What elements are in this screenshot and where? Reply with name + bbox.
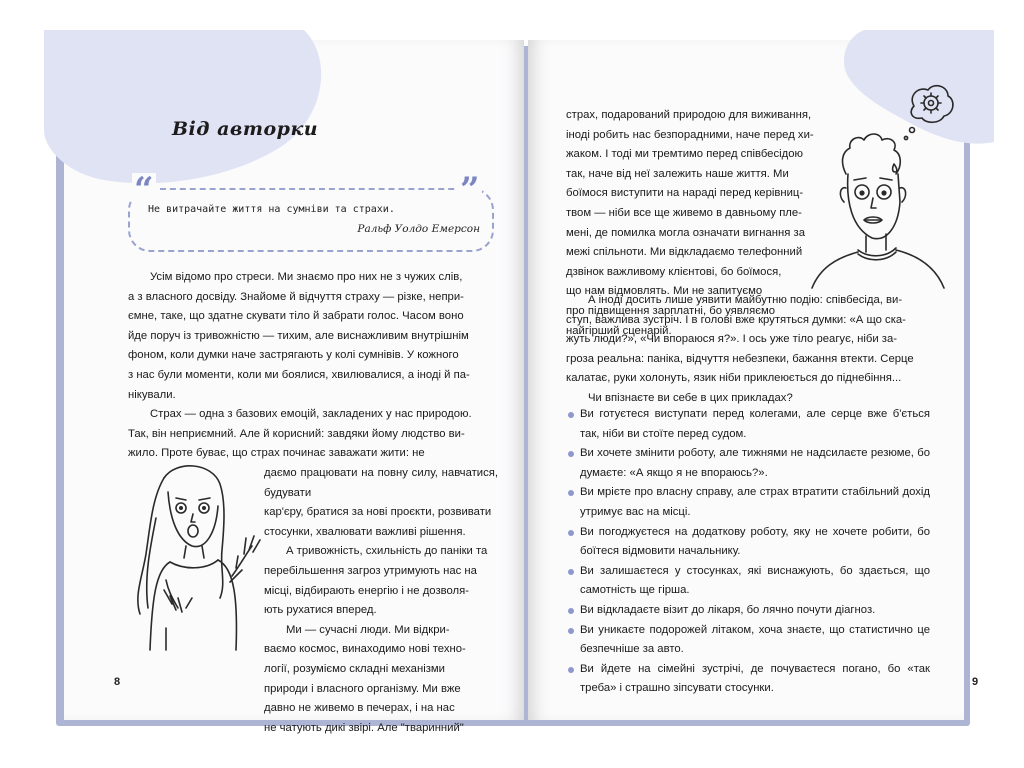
body-text-narrow	[264, 464, 498, 738]
text-line: калатає, руки холонуть, язик ніби приклеюється до піднебіння...	[566, 372, 902, 385]
text-line: логії, розуміємо складні механізми	[264, 662, 445, 675]
list-item	[566, 660, 930, 699]
text-line: ємне, таке, що здатне скувати тіло й забрати голос. Часом воно	[128, 310, 464, 323]
quote-author: Ральф Уолдо Емерсон	[357, 223, 480, 235]
right-page	[528, 40, 979, 720]
text-line: жаком. І тоді ми тремтимо перед співбесідою	[566, 148, 803, 161]
list-item	[566, 562, 930, 601]
text-line: Усім відомо про стреси. Ми знаємо про них не з чужих слів,	[150, 271, 463, 283]
text-line: Ми — сучасні люди. Ми відкри-	[286, 623, 450, 636]
bullet-icon	[568, 530, 574, 536]
list-item	[566, 523, 930, 562]
text-line: А тривожність, схильність до паніки та	[286, 545, 488, 558]
open-book	[56, 40, 979, 734]
text-line: перебільшення загроз утримують нас на	[264, 564, 477, 577]
text-line: що нам відмовлять. Ми не запитуємо	[566, 285, 763, 298]
list-item-text: Ви залишаєтеся у стосунках, які виснажують, бо здається, що самотність ще гірша.	[580, 564, 930, 597]
text-line: ють рухатися вперед.	[264, 604, 377, 617]
worried-man-illustration	[806, 78, 956, 288]
text-line: Так, він неприємний. Але й корисний: завдяки йому людство ви-	[128, 427, 465, 440]
bullet-icon	[568, 628, 574, 634]
text-line: ступ, важлива зустріч. І в голові вже крутяться думки: «А що ска-	[566, 313, 906, 326]
body-text-middle	[566, 291, 930, 409]
quote-text: Не витрачайте життя на сумніви та страхи.	[148, 204, 395, 215]
text-line: давно не живемо в печерах, і на нас	[264, 702, 455, 715]
open-quote-icon: “	[134, 170, 154, 210]
list-item-text: Ви уникаєте подорожей літаком, хоча знаєте, що статистично це безпечніше за авто.	[580, 623, 930, 656]
bullet-icon	[568, 412, 574, 418]
text-line: нікували.	[128, 388, 176, 401]
list-item	[566, 405, 930, 444]
list-item-text: Ви відкладаєте візит до лікаря, бо лячно почути діагноз.	[580, 603, 876, 616]
list-item	[566, 621, 930, 660]
page-number: 9	[972, 676, 979, 688]
text-line: А іноді досить лише уявити майбутню подію: співбесіда, ви-	[588, 294, 903, 306]
text-line: гроза реальна: паніка, відчуття небезпеки, бажання втекти. Серце	[566, 352, 914, 365]
text-line: стосунки, хвалювати важливі рішення.	[264, 525, 466, 538]
body-text-wide	[128, 268, 498, 464]
text-line: жило. Проте буває, що страх починає заважати жити: не	[128, 447, 425, 460]
bullet-icon	[568, 490, 574, 496]
text-line: страх, подарований природою для виживання,	[566, 109, 812, 121]
text-line: даємо працювати на повну силу, навчатися, будувати	[264, 467, 498, 499]
text-line: найгірший сценарій.	[566, 324, 672, 337]
text-line: твом — ніби все ще живемо в давньому пле-	[566, 206, 802, 219]
list-item	[566, 483, 930, 522]
list-item-text: Ви хочете змінити роботу, але тижнями не надсилаєте резюме, бо думаєте: «А якщо я не впораюсь?».	[580, 447, 930, 479]
text-line: Страх — одна з базових емоцій, закладених у нас природою.	[150, 408, 472, 421]
text-line: а з власного досвіду. Знайоме й відчуття страху — різке, непри-	[128, 290, 464, 303]
page-heading: Від авторки	[172, 118, 319, 140]
text-line: Чи впізнаєте ви себе в цих прикладах?	[588, 391, 793, 404]
text-line: місці, відбирають енергію і не дозволя-	[264, 584, 469, 597]
bullet-icon	[568, 569, 574, 575]
text-line: іноді робить нас безпорадними, наче перед хи-	[566, 128, 814, 141]
decorative-blob	[44, 30, 334, 200]
text-line: йде поруч із тривожністю — тихим, але виснажливим внутрішнім	[128, 329, 469, 342]
list-item-text: Ви готуєтеся виступати перед колегами, але серце вже б'ється так, ніби ви стоїте перед судом.	[580, 408, 930, 440]
quote-box	[128, 188, 494, 252]
bullet-icon	[568, 608, 574, 614]
bullet-icon	[568, 451, 574, 457]
text-line: з нас були моменти, коли ми боялися, хвилювалися, а іноді й па-	[128, 368, 470, 381]
close-quote-icon: ”	[460, 170, 480, 210]
examples-list	[566, 405, 930, 699]
text-line: не чатують дикі звірі. Але "тваринний"	[264, 721, 464, 734]
text-line: мені, де помилка могла означати вигнання за	[566, 226, 806, 239]
text-line: природи і власного організму. Ми вже	[264, 682, 461, 695]
text-line: фоном, коли думки наче застрягають у колі сумнівів. У кожного	[128, 349, 459, 362]
text-line: межі спільноти. Ми відкладаємо телефонний	[566, 246, 803, 259]
list-item-text: Ви йдете на сімейні зустрічі, де почуваєтеся погано, бо «так треба» і страшно зіпсувати стосунки.	[580, 662, 930, 695]
text-line: боїмося виступити на нараді перед керівниц-	[566, 187, 804, 200]
scared-girl-illustration	[126, 458, 276, 658]
text-line: так, наче від неї залежить наше життя. Ми	[566, 167, 789, 180]
list-item-text: Ви мрієте про власну справу, але страх втратити стабільний дохід утримує вас на місці.	[580, 486, 930, 518]
text-line: дзвінок важливому клієнтові, бо боїмося,	[566, 265, 782, 278]
text-line: про підвищення зарплатні, бо уявляємо	[566, 304, 776, 317]
bullet-icon	[568, 667, 574, 673]
list-item	[566, 444, 930, 483]
text-line: ваємо космос, винаходимо нові техно-	[264, 643, 466, 656]
list-item	[566, 601, 930, 621]
text-line: кар'єру, братися за нові проєкти, розвивати	[264, 506, 492, 519]
list-item-text: Ви погоджуєтеся на додаткову роботу, яку не хочете робити, бо боїтеся відмовити начальнику.	[580, 525, 930, 558]
left-page	[64, 40, 524, 734]
text-line: жуть люди?», «Чи впораюся я?». І ось уже тіло реагує, ніби за-	[566, 333, 898, 346]
page-number: 8	[114, 676, 121, 688]
